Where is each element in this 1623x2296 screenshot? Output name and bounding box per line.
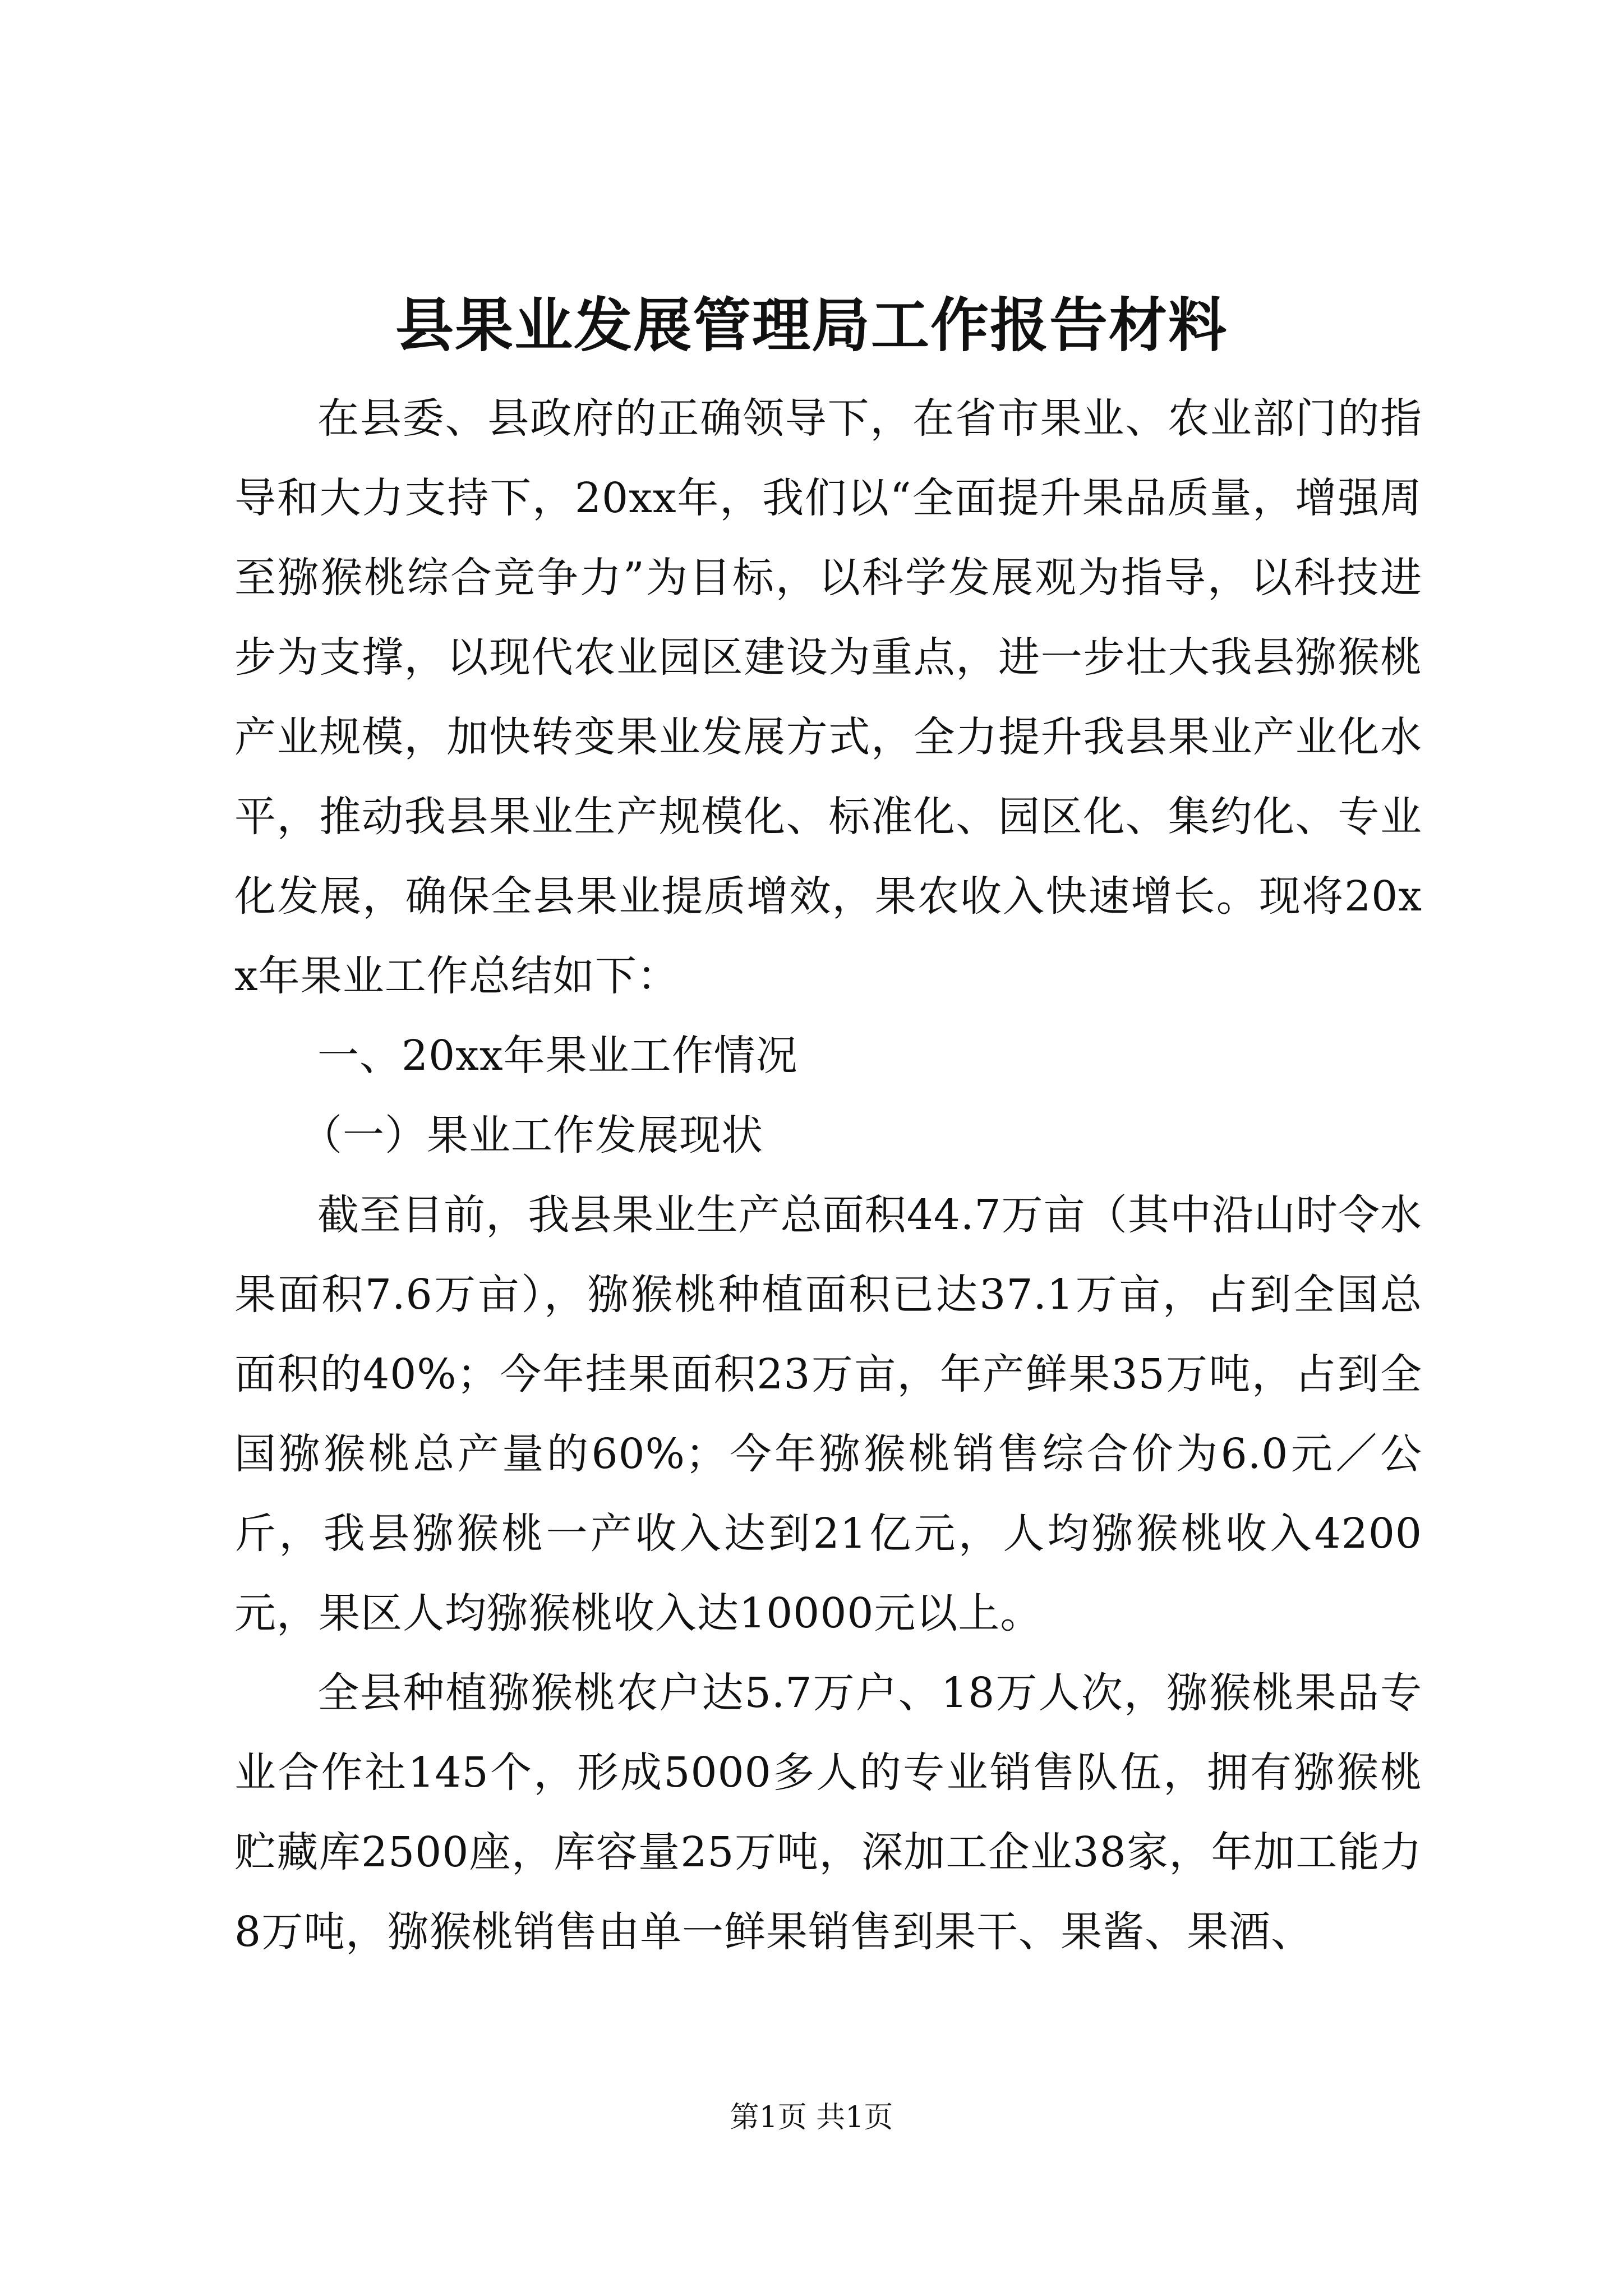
section-heading: 一、20xx年果业工作情况 — [317, 1032, 798, 1080]
status-paragraph: 截至目前，我县果业生产总面积44.7万亩（其中沿山时令水果面积7.6万亩），猕猴桃种植面积已达37.1万亩，占到全国总面积的40%；今年挂果面积23万亩，年产鲜果35万吨，占到全国猕猴桃总产量的60%；今年猕猴桃销售综合价为6.0元／公斤，我县猕猴桃一产收入达到21亿元，人均猕猴桃收入4200元，果区人均猕猴桃收入达10000元以上。 — [234, 1191, 1422, 1637]
subsection-heading: （一）果业工作发展现状 — [301, 1111, 763, 1159]
document-title: 县果业发展管理局工作报告材料 — [395, 291, 1228, 360]
document-body — [234, 379, 1422, 1972]
industry-paragraph: 全县种植猕猴桃农户达5.7万户、18万人次，猕猴桃果品专业合作社145个，形成5000多人的专业销售队伍，拥有猕猴桃贮藏库2500座，库容量25万吨，深加工企业38家，年加工能力8万吨，猕猴桃销售由单一鲜果销售到果干、果酱、果酒、 — [234, 1669, 1422, 1956]
intro-paragraph: 在县委、县政府的正确领导下，在省市果业、农业部门的指导和大力支持下，20xx年，我们以“全面提升果品质量，增强周至猕猴桃综合竞争力”为目标，以科学发展观为指导，以科技进步为支撑，以现代农业园区建设为重点，进一步壮大我县猕猴桃产业规模，加快转变果业发展方式，全力提升我县果业产业化水平，推动我县果业生产规模化、标准化、园区化、集约化、专业化发展，确保全县果业提质增效，果农收入快速增长。现将20xx年果业工作总结如下： — [234, 394, 1422, 1000]
page-number-footer: 第1页 共1页 — [730, 2101, 893, 2134]
